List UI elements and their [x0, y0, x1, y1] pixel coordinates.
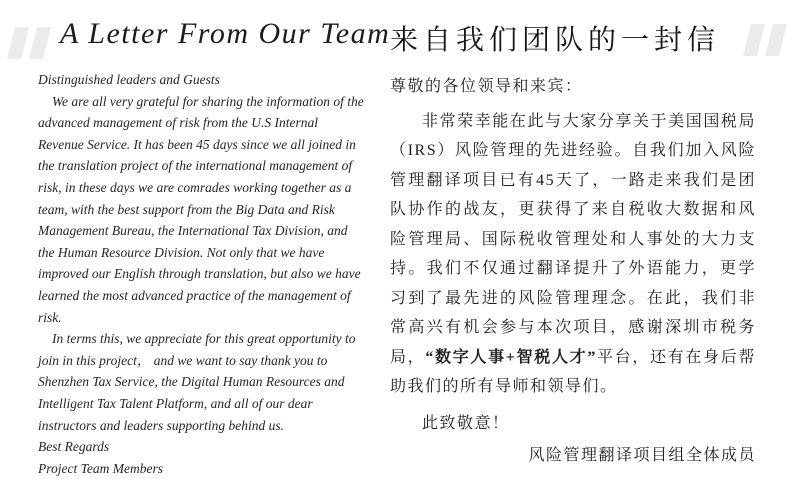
quote-bar-icon — [765, 24, 787, 56]
english-paragraph-2: In terms this, we appreciate for this great opportunity to join in this project， and we want to say thank you to Shenzhen Tax Service, the Digital Human Resources and Intelligent Tax Talent Platform, and all of our dear instructors and leaders supporting behind us. — [38, 331, 356, 433]
platform-name-highlight: “数字人事+智税人才” — [425, 348, 597, 366]
chinese-letter-body — [390, 72, 756, 471]
english-closing: Best Regards — [38, 439, 110, 455]
chinese-signature: 风险管理翻译项目组全体成员 — [528, 447, 756, 464]
english-signature: Project Team Members — [38, 460, 163, 476]
open-quote-icon — [11, 27, 55, 64]
chinese-paragraph-text: 非常荣幸能在此与大家分享关于美国国税局（IRS）风险管理的先进经验。自我们加入风险管理翻译项目已有45天了，一路走来我们是团队协作的战友，更获得了来自税收大数据和风险管理局、国际税收管理处和人事处的大力支持。我们不仅通过翻译提升了外语能力，更学习到了最先进的风险管理理念。在此，我们非常高兴有机会参与本次项目，感谢深圳市税务局， — [390, 112, 756, 366]
chinese-salutation: 尊敬的各位领导和来宾： — [390, 78, 583, 95]
chinese-title: 来自我们团队的一封信 — [390, 25, 721, 56]
quote-bar-icon — [743, 24, 765, 56]
english-letter-body — [38, 69, 364, 479]
quote-bar-icon — [7, 27, 29, 59]
chinese-paragraph — [390, 107, 756, 402]
chinese-paragraph-text-end: 平台，还有在身后帮助我们的所有导师和领导们。 — [390, 348, 756, 395]
english-title: A Letter From Our Team — [60, 17, 391, 50]
english-paragraph-1: We are all very grateful for sharing the information of the advanced management of risk from the U.S Internal Revenue Service. It has been 45 days since we all joined in the translation project of the international management of risk, in these days we are comrades working together as a team, with the best support from the Big Data and Risk Management Bureau, the International Tax Division, and the Human Resource Division. Not only that we have improved our English through translation, but also we have learned the most advanced practice of the management of risk. — [38, 93, 364, 325]
chinese-closing: 此致敬意！ — [422, 414, 510, 432]
english-salutation: Distinguished leaders and Guests — [38, 72, 220, 87]
quote-bar-icon — [29, 27, 51, 59]
close-quote-icon — [747, 24, 791, 61]
